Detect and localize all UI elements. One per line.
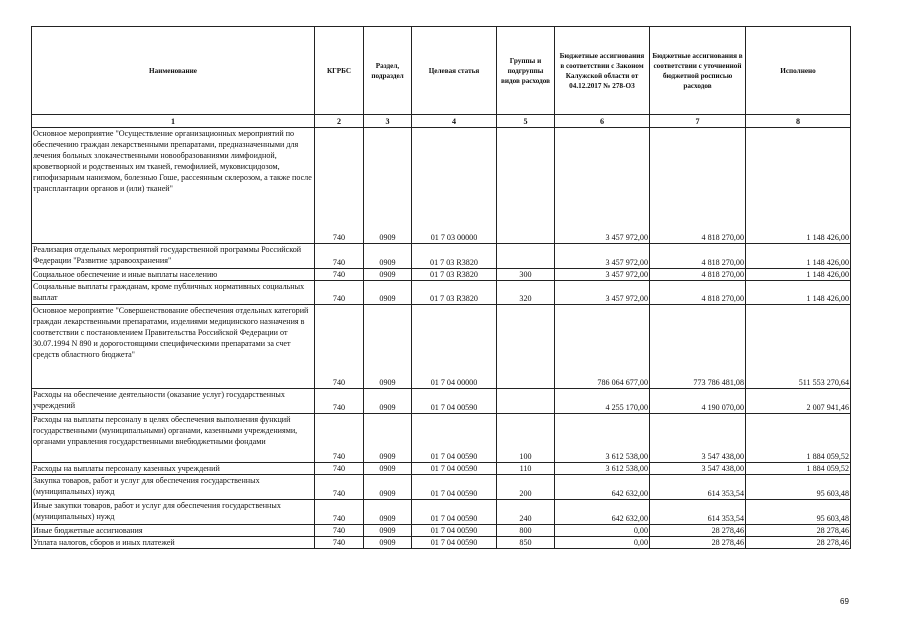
row-law-amount: 786 064 677,00 [555, 305, 650, 389]
table-row [32, 414, 851, 463]
row-target: 01 7 03 R3820 [412, 269, 497, 281]
row-refined-amount: 4 818 270,00 [650, 128, 746, 244]
row-target: 01 7 03 R3820 [412, 281, 497, 305]
row-law-amount: 3 457 972,00 [555, 269, 650, 281]
row-group [497, 128, 555, 244]
row-name: Основное мероприятие "Осуществление организационных мероприятий по обеспечению граждан лекарственными препаратами, предназначенными для лечения больных злокачественными новообразованиями лимфоидной, кроветворной и родственных им тканей, гемофилией, муковисцидозом, гипофизарным нанизмом, болезнью Гоше, рассеянным склерозом, а также после трансплантации органов и (или) тканей" [32, 128, 315, 244]
column-number: 3 [364, 115, 412, 128]
table-row [32, 244, 851, 269]
row-target: 01 7 03 00000 [412, 128, 497, 244]
row-law-amount: 642 632,00 [555, 500, 650, 525]
row-kgrbs: 740 [315, 525, 364, 537]
row-target: 01 7 04 00590 [412, 475, 497, 500]
row-section: 0909 [364, 389, 412, 414]
row-name: Основное мероприятие "Совершенствование обеспечения отдельных категорий граждан лекарственными препаратами, изделиями медицинского назначения в соответствии с постановлением Правительства Российской Федерации от 30.07.1994 N 890 и дорогостоящими специфическими препаратами за счет средств областного бюджета" [32, 305, 315, 389]
column-number: 2 [315, 115, 364, 128]
row-group: 850 [497, 537, 555, 549]
header-group: Группы и подгруппы видов расходов [497, 27, 555, 115]
row-kgrbs: 740 [315, 244, 364, 269]
row-kgrbs: 740 [315, 389, 364, 414]
column-number: 1 [32, 115, 315, 128]
column-number: 4 [412, 115, 497, 128]
row-kgrbs: 740 [315, 475, 364, 500]
row-name: Социальное обеспечение и иные выплаты населению [32, 269, 315, 281]
table-row [32, 269, 851, 281]
row-section: 0909 [364, 244, 412, 269]
budget-table [31, 26, 851, 549]
header-law: Бюджетные ассигнования в соответствии с Законом Калужской области от 04.12.2017 № 278-ОЗ [555, 27, 650, 115]
row-refined-amount: 773 786 481,08 [650, 305, 746, 389]
row-section: 0909 [364, 281, 412, 305]
row-name: Реализация отдельных мероприятий государственной программы Российской Федерации "Развитие здравоохранения" [32, 244, 315, 269]
row-refined-amount: 4 818 270,00 [650, 244, 746, 269]
row-refined-amount: 28 278,46 [650, 537, 746, 549]
row-refined-amount: 614 353,54 [650, 500, 746, 525]
column-number-row [32, 115, 851, 128]
row-executed-amount: 1 148 426,00 [746, 128, 851, 244]
row-executed-amount: 1 884 059,52 [746, 463, 851, 475]
row-executed-amount: 1 148 426,00 [746, 244, 851, 269]
row-name: Расходы на выплаты персоналу в целях обеспечения выполнения функций государственными (муниципальными) органами, казенными учреждениями, органами управления государственными внебюджетными фондами [32, 414, 315, 463]
row-law-amount: 0,00 [555, 525, 650, 537]
row-group: 300 [497, 269, 555, 281]
row-kgrbs: 740 [315, 414, 364, 463]
row-group [497, 389, 555, 414]
row-kgrbs: 740 [315, 305, 364, 389]
row-group: 100 [497, 414, 555, 463]
row-kgrbs: 740 [315, 269, 364, 281]
table-row [32, 281, 851, 305]
row-group: 110 [497, 463, 555, 475]
row-kgrbs: 740 [315, 128, 364, 244]
row-group: 240 [497, 500, 555, 525]
row-law-amount: 4 255 170,00 [555, 389, 650, 414]
header-row [32, 27, 851, 115]
table-row [32, 500, 851, 525]
row-section: 0909 [364, 305, 412, 389]
row-law-amount: 3 457 972,00 [555, 281, 650, 305]
row-target: 01 7 04 00590 [412, 414, 497, 463]
column-number: 7 [650, 115, 746, 128]
row-kgrbs: 740 [315, 500, 364, 525]
row-target: 01 7 03 R3820 [412, 244, 497, 269]
row-executed-amount: 95 603,48 [746, 475, 851, 500]
header-section: Раздел, подраздел [364, 27, 412, 115]
table-row [32, 537, 851, 549]
row-section: 0909 [364, 128, 412, 244]
table-row [32, 128, 851, 244]
row-section: 0909 [364, 525, 412, 537]
row-group: 200 [497, 475, 555, 500]
row-name: Уплата налогов, сборов и иных платежей [32, 537, 315, 549]
column-number: 6 [555, 115, 650, 128]
row-executed-amount: 28 278,46 [746, 537, 851, 549]
header-executed: Исполнено [746, 27, 851, 115]
table-row [32, 389, 851, 414]
row-group [497, 244, 555, 269]
row-name: Закупка товаров, работ и услуг для обеспечения государственных (муниципальных) нужд [32, 475, 315, 500]
row-executed-amount: 1 884 059,52 [746, 414, 851, 463]
row-target: 01 7 04 00590 [412, 500, 497, 525]
row-group [497, 305, 555, 389]
row-law-amount: 3 457 972,00 [555, 244, 650, 269]
row-group: 800 [497, 525, 555, 537]
row-target: 01 7 04 00590 [412, 525, 497, 537]
row-group: 320 [497, 281, 555, 305]
row-refined-amount: 3 547 438,00 [650, 414, 746, 463]
row-law-amount: 3 612 538,00 [555, 414, 650, 463]
row-name: Иные закупки товаров, работ и услуг для обеспечения государственных (муниципальных) нужд [32, 500, 315, 525]
header-kgrbs: КГРБС [315, 27, 364, 115]
table-row [32, 525, 851, 537]
row-executed-amount: 1 148 426,00 [746, 269, 851, 281]
row-kgrbs: 740 [315, 281, 364, 305]
row-law-amount: 642 632,00 [555, 475, 650, 500]
row-executed-amount: 28 278,46 [746, 525, 851, 537]
row-target: 01 7 04 00590 [412, 537, 497, 549]
row-kgrbs: 740 [315, 537, 364, 549]
row-refined-amount: 3 547 438,00 [650, 463, 746, 475]
page-number: 69 [840, 597, 849, 606]
row-target: 01 7 04 00000 [412, 305, 497, 389]
row-executed-amount: 511 553 270,64 [746, 305, 851, 389]
row-section: 0909 [364, 537, 412, 549]
row-section: 0909 [364, 414, 412, 463]
row-law-amount: 3 457 972,00 [555, 128, 650, 244]
table-row [32, 305, 851, 389]
row-kgrbs: 740 [315, 463, 364, 475]
column-number: 8 [746, 115, 851, 128]
row-law-amount: 0,00 [555, 537, 650, 549]
row-name: Расходы на обеспечение деятельности (оказание услуг) государственных учреждений [32, 389, 315, 414]
row-section: 0909 [364, 269, 412, 281]
row-executed-amount: 95 603,48 [746, 500, 851, 525]
row-section: 0909 [364, 500, 412, 525]
row-section: 0909 [364, 475, 412, 500]
table-row [32, 463, 851, 475]
row-executed-amount: 2 007 941,46 [746, 389, 851, 414]
row-refined-amount: 614 353,54 [650, 475, 746, 500]
row-refined-amount: 28 278,46 [650, 525, 746, 537]
row-law-amount: 3 612 538,00 [555, 463, 650, 475]
row-name: Социальные выплаты гражданам, кроме публичных нормативных социальных выплат [32, 281, 315, 305]
column-number: 5 [497, 115, 555, 128]
row-name: Иные бюджетные ассигнования [32, 525, 315, 537]
row-section: 0909 [364, 463, 412, 475]
row-refined-amount: 4 818 270,00 [650, 281, 746, 305]
table-row [32, 475, 851, 500]
row-name: Расходы на выплаты персоналу казенных учреждений [32, 463, 315, 475]
header-name: Наименование [32, 27, 315, 115]
row-target: 01 7 04 00590 [412, 463, 497, 475]
row-refined-amount: 4 818 270,00 [650, 269, 746, 281]
row-refined-amount: 4 190 070,00 [650, 389, 746, 414]
row-target: 01 7 04 00590 [412, 389, 497, 414]
header-target: Целевая статья [412, 27, 497, 115]
row-executed-amount: 1 148 426,00 [746, 281, 851, 305]
header-refined: Бюджетные ассигнования в соответствии с уточненной бюджетной росписью расходов [650, 27, 746, 115]
